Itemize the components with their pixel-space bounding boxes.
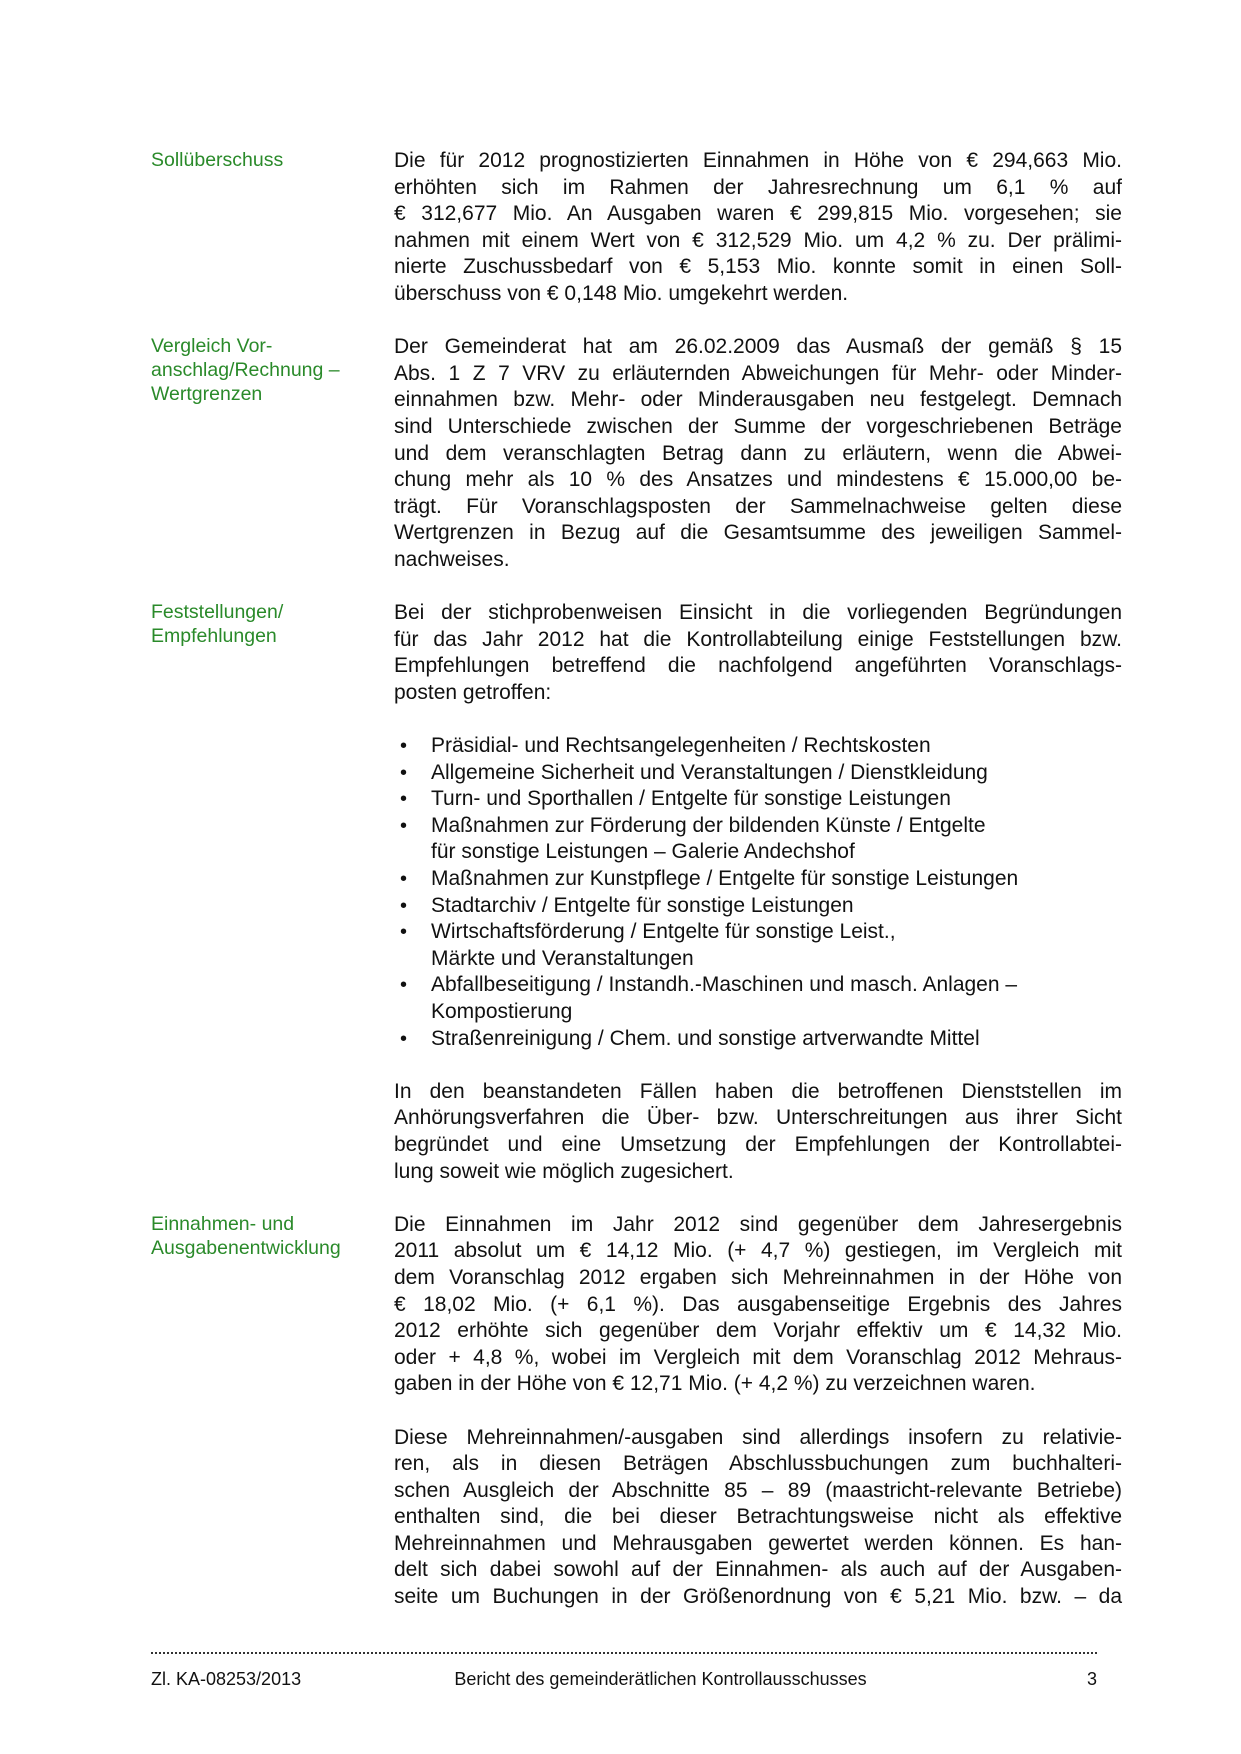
paragraph [394,1212,1122,1398]
paragraph [394,1079,1122,1185]
text-line: nahmen mit einem Wert von € 312,529 Mio. um 4,2 % zu. Der prälimi- [394,228,1122,252]
text-line: lung soweit wie möglich zugesichert. [394,1159,734,1183]
text-line: 2011 absolut um € 14,12 Mio. (+ 4,7 %) gestiegen, im Vergleich mit [394,1239,1122,1263]
text-line: Anhörungsverfahren die Über- bzw. Unterschreitungen aus ihrer Sicht [394,1106,1122,1130]
text-line: für das Jahr 2012 hat die Kontrollabteilung einige Feststellungen bzw. [394,627,1122,651]
list-item-line: Turn- und Sporthallen / Entgelte für sonstige Leistungen [431,787,951,811]
text-line: nierte Zuschussbedarf von € 5,153 Mio. konnte somit in einen Soll- [394,255,1122,279]
text-line: begründet und eine Umsetzung der Empfehlungen der Kontrollabtei- [394,1132,1122,1156]
text-line: dem Voranschlag 2012 ergaben sich Mehreinnahmen in der Höhe von [394,1265,1122,1289]
bullet-icon: • [400,921,408,944]
text-line: Die Einnahmen im Jahr 2012 sind gegenüber dem Jahresergebnis [394,1212,1122,1236]
text-line: und dem veranschlagten Betrag dann zu erläutern, wenn die Abwei- [394,441,1122,465]
text-line: überschuss von € 0,148 Mio. umgekehrt werden. [394,281,849,305]
section-label [151,600,371,648]
text-line: Mehreinnahmen und Mehrausgaben gewertet werden können. Es han- [394,1531,1122,1555]
bullet-icon: • [400,735,408,758]
section-body [394,148,1122,308]
section-label [151,334,371,406]
text-line: In den beanstandeten Fällen haben die betroffenen Dienststellen im [394,1079,1122,1103]
list-item [394,786,1122,813]
bullet-list [394,733,1122,1052]
text-line: seite um Buchungen in der Größenordnung von € 5,21 Mio. bzw. – da [394,1585,1122,1609]
text-line: enthalten sind, die bei dieser Betrachtungsweise nicht als effektive [394,1505,1122,1529]
list-item [394,1026,1122,1053]
text-line: chung mehr als 10 % des Ansatzes und mindestens € 15.000,00 be- [394,468,1122,492]
footer-title: Bericht des gemeinderätlichen Kontrollausschusses [454,1669,867,1689]
text-line: sind Unterschiede zwischen der Summe der vorgeschriebenen Beträge [394,414,1122,438]
list-item [394,813,1122,866]
list-item-line: Wirtschaftsförderung / Entgelte für sonstige Leist., [431,920,896,944]
section [0,600,1241,1185]
text-line: Die für 2012 prognostizierten Einnahmen in Höhe von € 294,663 Mio. [394,149,1122,172]
bullet-icon: • [400,788,408,811]
section-label-line: Ausgabenentwicklung [151,1236,341,1259]
text-line: Empfehlungen betreffend die nachfolgend angeführten Voranschlags- [394,654,1122,678]
list-item-line: Maßnahmen zur Kunstpflege / Entgelte für sonstige Leistungen [431,867,1019,891]
text-line: trägt. Für Voranschlagsposten der Sammelnachweise gelten diese [394,494,1122,518]
section-label-line: anschlag/Rechnung – [151,359,340,382]
list-item [394,760,1122,787]
bullet-icon: • [400,814,408,837]
text-line: 2012 erhöhte sich gegenüber dem Vorjahr effektiv um € 14,32 Mio. [394,1319,1122,1343]
section-label-line: Sollüberschuss [151,149,284,171]
list-item-line: Kompostierung [431,1000,573,1023]
paragraph [394,1425,1122,1611]
list-item-line: Präsidial- und Rechtsangelegenheiten / Rechtskosten [431,734,931,758]
text-line: € 312,677 Mio. An Ausgaben waren € 299,815 Mio. vorgesehen; sie [394,202,1122,226]
text-line: oder + 4,8 %, wobei im Vergleich mit dem Voranschlag 2012 Mehraus- [394,1345,1122,1369]
section-label-line: Empfehlungen [151,625,277,648]
list-item-line: Märkte und Veranstaltungen [431,946,694,970]
text-line: Abs. 1 Z 7 VRV zu erläuternden Abweichungen für Mehr- oder Minder- [394,361,1122,385]
section-label [151,1212,371,1260]
section [0,1212,1241,1611]
list-item [394,972,1122,1025]
text-line: Bei der stichprobenweisen Einsicht in die vorliegenden Begründungen [394,601,1122,625]
bullet-icon: • [400,894,408,917]
bullet-icon: • [400,868,408,891]
text-line: ren, als in diesen Beträgen Abschlussbuchungen zum buchhalteri- [394,1452,1122,1476]
list-item-line: Allgemeine Sicherheit und Veranstaltungen / Dienstkleidung [431,760,988,784]
text-line: Der Gemeinderat hat am 26.02.2009 das Ausmaß der gemäß § 15 [394,335,1122,359]
text-line: delt sich dabei sowohl auf der Einnahmen- als auch auf der Ausgaben- [394,1558,1122,1582]
list-item-line: Maßnahmen zur Förderung der bildenden Künste / Entgelte [431,813,986,837]
section-label [151,148,371,172]
paragraph [394,334,1122,573]
paragraph [394,148,1122,308]
paragraph [394,600,1122,706]
list-item [394,866,1122,893]
text-line: posten getroffen: [394,680,552,704]
list-item [394,733,1122,760]
text-line: nachweises. [394,547,510,571]
section [0,148,1241,308]
list-item [394,919,1122,972]
text-line: schen Ausgleich der Abschnitte 85 – 89 (maastricht-relevante Betriebe) [394,1478,1122,1502]
page-number: 3 [1086,1669,1097,1689]
list-item-line: Straßenreinigung / Chem. und sonstige artverwandte Mittel [431,1026,980,1050]
text-line: gaben in der Höhe von € 12,71 Mio. (+ 4,2 %) zu verzeichnen waren. [394,1372,1036,1396]
footer-reference: Zl. KA-08253/2013 [151,1669,302,1689]
section [0,334,1241,573]
bullet-icon: • [400,974,408,997]
list-item [394,893,1122,920]
section-label-line: Vergleich Vor- [151,335,273,358]
footer-divider [151,1652,1097,1654]
section-label-line: Wertgrenzen [151,383,263,406]
text-line: € 18,02 Mio. (+ 6,1 %). Das ausgabenseitige Ergebnis des Jahres [394,1292,1122,1316]
bullet-icon: • [400,761,408,784]
bullet-icon: • [400,1027,408,1050]
text-line: einnahmen bzw. Mehr- oder Minderausgaben neu festgelegt. Demnach [394,388,1122,412]
section-body [394,600,1122,1185]
document-body [0,148,1241,1637]
list-item-line: Abfallbeseitigung / Instandh.-Maschinen und masch. Anlagen – [431,973,1018,997]
section-label-line: Feststellungen/ [151,601,284,624]
section-body [394,334,1122,573]
text-line: Wertgrenzen in Bezug auf die Gesamtsumme des jeweiligen Sammel- [394,521,1122,545]
section-label-line: Einnahmen- und [151,1212,295,1235]
list-item-line: Stadtarchiv / Entgelte für sonstige Leistungen [431,893,854,917]
list-item-line: für sonstige Leistungen – Galerie Andechshof [431,840,855,864]
text-line: erhöhten sich im Rahmen der Jahresrechnung um 6,1 % auf [394,175,1122,199]
text-line: Diese Mehreinnahmen/-ausgaben sind allerdings insofern zu relativie- [394,1425,1122,1449]
section-body [394,1212,1122,1611]
